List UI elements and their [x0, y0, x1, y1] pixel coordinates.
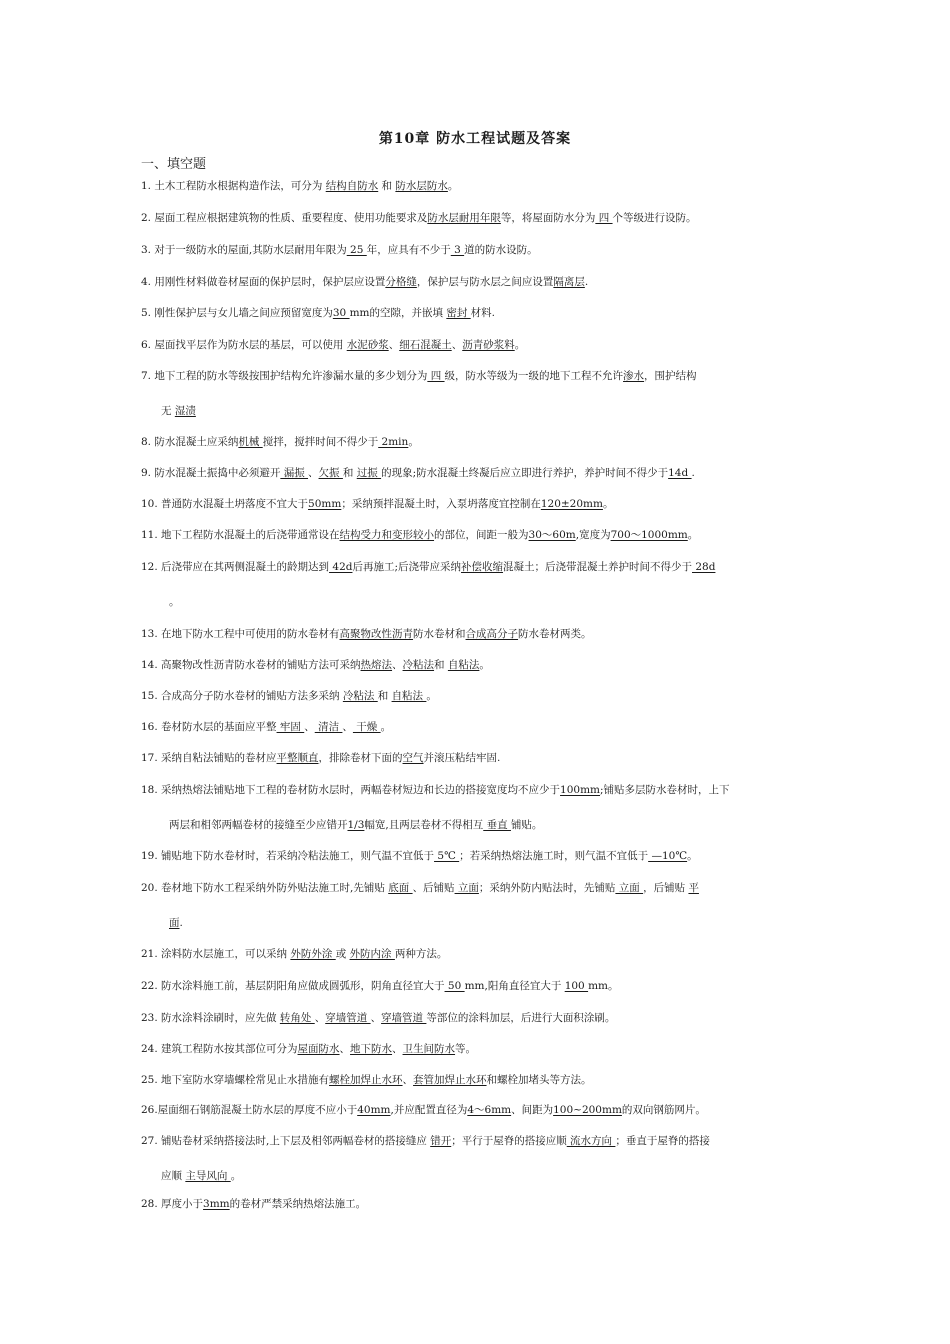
question-text: ，排除卷材下面的: [318, 752, 403, 764]
answer-blank: 120±20mm: [540, 498, 603, 510]
question-text: ；垂直于屋脊的搭接: [615, 1135, 710, 1147]
question-text: 等，将屋面防水分为: [500, 212, 596, 224]
question-item: [141, 881, 811, 895]
question-item: [141, 1073, 811, 1087]
answer-blank: 沥青砂浆料: [462, 339, 515, 351]
answer-blank: 热熔法: [360, 659, 393, 671]
answer-blank: 100: [564, 980, 589, 992]
answer-blank: 立面: [615, 882, 644, 894]
question-text: 9. 防水混凝土振捣中必须避开: [141, 467, 281, 479]
answer-blank: 水泥砂浆: [346, 339, 389, 351]
answer-blank: 平: [688, 882, 699, 894]
question-text: 和: [378, 180, 396, 192]
answer-blank: 密封: [446, 307, 471, 319]
answer-blank: 50mm: [308, 498, 342, 510]
question-text: 防水卷材两类。: [518, 628, 592, 640]
answer-blank: 错开: [430, 1135, 452, 1147]
question-item: [141, 338, 811, 352]
answer-blank: 28d: [692, 561, 716, 573]
question-text: 23. 防水涂料涂刷时，应先做: [141, 1012, 280, 1024]
answer-blank: 细石混凝土: [399, 339, 452, 351]
question-text: mm。: [588, 980, 619, 992]
question-text: 铺贴。: [510, 819, 543, 831]
answer-blank: 机械: [238, 436, 263, 448]
question-text: 10. 普通防水混凝土坍落度不宜大于: [141, 498, 309, 510]
question-text: ;铺贴多层防水卷材时，上下: [600, 784, 730, 796]
answer-blank: 套管加焊止水环: [413, 1074, 487, 1086]
question-text: 幅宽,且两层卷材不得相互: [364, 819, 484, 831]
question-item: [141, 783, 811, 797]
answer-blank: 高聚物改性沥青: [339, 628, 414, 640]
question-item: [141, 528, 811, 542]
answer-blank: 14d: [668, 467, 692, 479]
question-text: 22. 防水涂料施工前，基层阴阳角应做成圆弧形，阴角直径宜大于: [141, 980, 445, 992]
answer-blank: 四: [595, 212, 613, 224]
answer-blank: 干燥: [352, 721, 381, 733]
question-text: 、: [304, 721, 315, 733]
answer-blank: 转角处: [279, 1012, 315, 1024]
answer-blank: 立面: [454, 882, 479, 894]
answer-blank: 防水层防水: [395, 180, 448, 192]
question-text: 、: [402, 1074, 414, 1086]
question-item: [141, 658, 811, 672]
question-item: [141, 275, 811, 289]
question-text: 、: [339, 1043, 351, 1055]
question-text: 。: [408, 436, 419, 448]
answer-blank: 700～1000mm: [610, 529, 688, 541]
question-text: ；采纳预拌混凝土时，入泵坍落度宜控制在: [341, 498, 541, 510]
answer-blank: 过振: [356, 467, 382, 479]
question-item: [141, 243, 811, 257]
question-text: 16. 卷材防水层的基面应平整: [141, 721, 277, 733]
question-text: 27. 铺贴卷材采纳搭接法时,上下层及相邻两幅卷材的搭接缝应: [141, 1135, 431, 1147]
question-text: 材料.: [470, 307, 496, 319]
answer-blank: 50: [444, 980, 465, 992]
document-title: 第10章 防水工程试题及答案: [378, 131, 572, 147]
question-text: 17. 采纳自粘法铺贴的卷材应: [141, 752, 277, 764]
question-text: 。: [602, 498, 614, 510]
question-text: 应顺: [161, 1170, 186, 1182]
question-item: [141, 751, 811, 765]
question-text: 混凝土；后浇带混凝土养护时间不得少于: [503, 561, 693, 573]
question-text: 12. 后浇带应在其两侧混凝土的龄期达到: [141, 561, 330, 573]
question-text: 。: [447, 180, 459, 192]
question-item: [141, 497, 811, 511]
answer-blank: 合成高分子: [465, 628, 519, 640]
answer-blank: 42d: [329, 561, 353, 573]
question-text: ；采纳外防内贴法时，先铺贴: [478, 882, 616, 894]
question-item: [141, 1011, 811, 1025]
answer-blank: 结构自防水: [325, 180, 379, 192]
question-text: 4. 用刚性材料做卷材屋面的保护层时，保护层应设置: [141, 276, 386, 288]
question-text: 。: [426, 690, 437, 702]
question-text: 的现象;防水混凝土终凝后应立即进行养护，养护时间不得少于: [381, 467, 669, 479]
question-text: 无: [161, 405, 175, 417]
question-text: 两层和相邻两幅卷材的接缝至少应错开: [169, 819, 348, 831]
question-item: [141, 435, 811, 449]
question-text: 、: [308, 467, 319, 479]
question-text: 和螺栓加堵头等方法。: [486, 1074, 592, 1086]
question-continuation: [169, 595, 839, 609]
question-text: 后再施工;后浇带应采纳: [352, 561, 462, 573]
question-text: 两种方法。: [394, 948, 448, 960]
answer-blank: 冷粘法: [342, 690, 378, 702]
question-item: [141, 849, 811, 863]
answer-blank: 5℃: [434, 850, 460, 862]
answer-blank: 100~200mm: [553, 1104, 622, 1116]
answer-blank: —10℃: [648, 850, 688, 862]
question-text: 6. 屋面找平层作为防水层的基层，可以使用: [141, 339, 347, 351]
question-item: [141, 466, 811, 480]
answer-blank: 自粘法: [447, 659, 480, 671]
question-text: 并滚压粘结牢固.: [423, 752, 501, 764]
question-text: 。: [687, 850, 698, 862]
question-text: 年，应具有不少于: [366, 244, 451, 256]
question-item: [141, 1197, 811, 1211]
question-text: 的双向钢筋网片。: [621, 1104, 706, 1116]
question-text: .: [179, 917, 183, 929]
question-text: ，保护层与防水层之间应设置: [416, 276, 554, 288]
question-text: 、: [314, 1012, 326, 1024]
question-text: 道的防水设防。: [464, 244, 538, 256]
question-text: 26.屋面细石钢筋混凝土防水层的厚度不应小于: [141, 1104, 358, 1116]
question-text: ,宽度为: [575, 529, 611, 541]
question-text: 和: [434, 659, 448, 671]
question-continuation: [169, 916, 839, 930]
question-continuation: [161, 404, 831, 418]
answer-blank: 螺栓加焊止水环: [329, 1074, 403, 1086]
question-text: 、: [392, 1043, 403, 1055]
question-item: [141, 979, 811, 993]
question-item: [141, 947, 811, 961]
question-text: 级，防水等级为一级的地下工程不允许: [444, 370, 624, 382]
question-item: [141, 560, 811, 574]
question-text: 20. 卷材地下防水工程采纳外防外贴法施工时,先铺贴: [141, 882, 389, 894]
question-text: 2. 屋面工程应根据建筑物的性质、重要程度、使用功能要求及: [141, 212, 428, 224]
answer-blank: 平整顺直: [276, 752, 319, 764]
answer-blank: 补偿收缩: [461, 561, 504, 573]
answer-blank: 四: [427, 370, 445, 382]
question-continuation: [169, 818, 839, 832]
question-text: 或: [335, 948, 350, 960]
answer-blank: 分格缝: [385, 276, 417, 288]
question-continuation: [161, 1169, 831, 1183]
question-item: [141, 689, 811, 703]
answer-blank: 卫生间防水: [402, 1043, 456, 1055]
question-text: 18. 采纳热熔法铺贴地下工程的卷材防水层时，两幅卷材短边和长边的搭接宽度均不应少于: [141, 784, 561, 796]
question-item: [141, 211, 811, 225]
question-text: 19. 铺贴地下防水卷材时，若采纳冷粘法施工，则气温不宜低于: [141, 850, 435, 862]
answer-blank: 流水方向: [566, 1135, 616, 1147]
question-text: 。: [479, 659, 490, 671]
question-text: 28. 厚度小于: [141, 1198, 204, 1210]
question-text: 的部位，间距一般为: [434, 529, 529, 541]
section-heading: 一、填空题: [141, 157, 207, 172]
question-text: 等部位的涂料加层，后进行大面积涂刷。: [426, 1012, 616, 1024]
answer-blank: 清洁: [314, 721, 343, 733]
question-text: 。: [380, 721, 392, 733]
question-text: 1. 土木工程防水根据构造作法，可分为: [141, 180, 326, 192]
question-text: .: [584, 276, 589, 288]
question-item: [141, 1103, 811, 1117]
question-text: 搅拌，搅拌时间不得少于: [262, 436, 379, 448]
answer-blank: 垂直: [483, 819, 511, 831]
question-text: 等。: [455, 1043, 477, 1055]
answer-blank: 牢固: [276, 721, 305, 733]
question-text: 24. 建筑工程防水按其部位可分为: [141, 1043, 298, 1055]
question-item: [141, 720, 811, 734]
question-text: 。: [230, 1170, 242, 1182]
question-item: [141, 1042, 811, 1056]
question-text: 、: [392, 659, 403, 671]
answer-blank: 自粘法: [391, 690, 427, 702]
question-text: 7. 地下工程的防水等级按围护结构允许渗漏水量的多少划分为: [141, 370, 428, 382]
answer-blank: 地下防水: [350, 1043, 393, 1055]
question-text: 、: [370, 1012, 382, 1024]
question-text: mm的空隙，并嵌填: [349, 307, 447, 319]
question-text: 15. 合成高分子防水卷材的铺贴方法多采纳: [141, 690, 343, 702]
answer-blank: 3: [450, 244, 465, 256]
answer-blank: 底面: [388, 882, 413, 894]
answer-blank: 湿渍: [174, 405, 196, 417]
question-text: 、: [388, 339, 400, 351]
answer-blank: 外防内涂: [349, 948, 395, 960]
answer-blank: 穿墙管道: [381, 1012, 427, 1024]
question-text: 、: [342, 721, 353, 733]
question-item: [141, 369, 811, 383]
question-item: [141, 627, 811, 641]
question-text: ；平行于屋脊的搭接应顺: [451, 1135, 567, 1147]
question-text: 14. 高聚物改性沥青防水卷材的铺贴方法可采纳: [141, 659, 361, 671]
question-text: 和: [342, 467, 357, 479]
answer-blank: 防水层耐用年限: [427, 212, 501, 224]
question-text: .: [691, 467, 695, 479]
question-item: [141, 179, 811, 193]
question-text: 3. 对于一级防水的屋面,其防水层耐用年限为: [141, 244, 347, 256]
question-text: 、后铺贴: [412, 882, 455, 894]
question-text: ,并应配置直径为: [390, 1104, 468, 1116]
question-text: 和: [377, 690, 392, 702]
question-text: ；若采纳热熔法施工时，则气温不宜低于: [459, 850, 649, 862]
answer-blank: 40mm: [357, 1104, 391, 1116]
question-text: 防水卷材和: [413, 628, 466, 640]
question-text: 的卷材严禁采纳热熔法施工。: [229, 1198, 367, 1210]
answer-blank: 100mm: [560, 784, 601, 796]
answer-blank: 面: [169, 917, 180, 929]
question-text: 8. 防水混凝土应采纳: [141, 436, 239, 448]
answer-blank: 主导风向: [185, 1170, 231, 1182]
question-item: [141, 1134, 811, 1148]
answer-blank: 25: [346, 244, 367, 256]
question-text: 个等级进行设防。: [612, 212, 697, 224]
answer-blank: 30: [332, 307, 350, 319]
answer-blank: 空气: [402, 752, 424, 764]
question-text: 、间距为: [511, 1104, 554, 1116]
answer-blank: 结构受力和变形较小: [339, 529, 435, 541]
answer-blank: 30～60m: [528, 529, 576, 541]
answer-blank: 漏振: [280, 467, 309, 479]
question-text: ，围护结构: [644, 370, 697, 382]
question-text: 5. 刚性保护层与女儿墙之间应预留宽度为: [141, 307, 333, 319]
question-text: 21. 涂料防水层施工，可以采纳: [141, 948, 291, 960]
answer-blank: 外防外涂: [290, 948, 336, 960]
question-text: 。: [687, 529, 699, 541]
answer-blank: 4～6mm: [467, 1104, 512, 1116]
question-text: 25. 地下室防水穿墙螺栓常见止水措施有: [141, 1074, 330, 1086]
question-text: 、: [451, 339, 463, 351]
question-text: 。: [514, 339, 526, 351]
question-text: 13. 在地下防水工程中可使用的防水卷材有: [141, 628, 340, 640]
answer-blank: 3mm: [203, 1198, 230, 1210]
answer-blank: 渗水: [623, 370, 645, 382]
answer-blank: 冷粘法: [402, 659, 435, 671]
answer-blank: 1/3: [347, 819, 365, 831]
question-item: [141, 306, 811, 320]
question-text: 11. 地下工程防水混凝土的后浇带通常设在: [141, 529, 340, 541]
question-text: ，后铺贴: [643, 882, 689, 894]
answer-blank: 欠振: [318, 467, 343, 479]
answer-blank: 屋面防水: [297, 1043, 340, 1055]
question-text: 。: [169, 596, 180, 608]
question-text: mm,阳角直径宜大于: [464, 980, 565, 992]
answer-blank: 穿墙管道: [325, 1012, 371, 1024]
answer-blank: 隔离层: [553, 276, 585, 288]
answer-blank: 2min: [378, 436, 409, 448]
